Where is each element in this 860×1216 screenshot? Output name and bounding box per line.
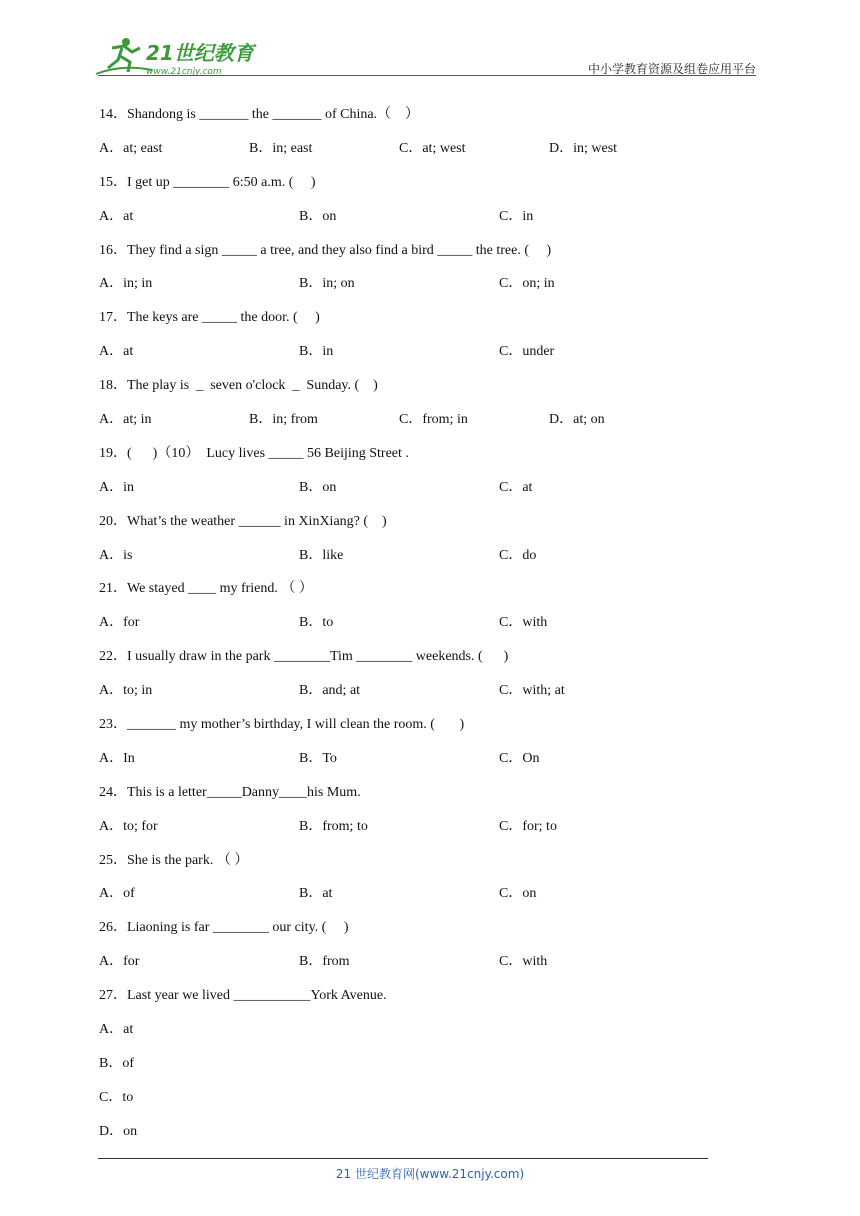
answer-options (99, 746, 719, 780)
answer-option[interactable]: D．at; on (549, 412, 605, 428)
answer-option[interactable]: B．and; at (299, 683, 361, 699)
question-stem: 26．Liaoning is far ________ our city. ( ) (99, 920, 349, 936)
answer-option[interactable]: A．In (99, 750, 135, 766)
question-stem: 14．Shandong is _______ the _______ of China.（ ） (99, 107, 420, 122)
answer-option[interactable]: B．from; to (299, 818, 368, 834)
answer-option[interactable]: C．in (499, 208, 534, 224)
answer-option[interactable]: A．in; in (99, 276, 153, 292)
answer-option[interactable]: B．in (299, 344, 334, 360)
answer-option[interactable]: A．is (99, 547, 133, 563)
answer-option[interactable]: C．from; in (399, 412, 468, 428)
answer-option[interactable]: A．at; east (99, 140, 163, 156)
answer-options (99, 678, 719, 712)
answer-option[interactable]: C．On (499, 750, 540, 766)
question-stem: 21．We stayed ____ my friend. （ ） (99, 581, 313, 597)
answer-option[interactable]: B．to (299, 615, 334, 631)
answer-option[interactable]: B．in; east (249, 140, 313, 156)
answer-option[interactable]: C．under (499, 344, 555, 360)
answer-options (99, 610, 719, 644)
question-stem: 20．What’s the weather ______ in XinXiang? ( ) (99, 513, 387, 529)
answer-option[interactable]: A．for (99, 615, 140, 631)
question-stem: 17．The keys are _____ the door. ( ) (99, 310, 320, 326)
question-stem: 24．This is a letter_____Danny____his Mum. (99, 784, 361, 800)
answer-options (99, 271, 719, 305)
question-list (99, 102, 719, 1153)
answer-option[interactable]: A．of (99, 886, 135, 902)
header-platform-text: 中小学教育资源及组卷应用平台 (587, 62, 756, 76)
answer-option[interactable]: C．do (499, 547, 537, 563)
question-stem: 19．( )（10） Lucy lives _____ 56 Beijing Street . (99, 445, 409, 461)
answer-option[interactable]: B．at (299, 886, 333, 902)
answer-option[interactable]: A．for (99, 954, 140, 970)
answer-option[interactable]: C．at; west (399, 140, 466, 156)
answer-option[interactable]: B．in; on (299, 276, 355, 292)
question-stem: 27．Last year we lived ___________York Avenue. (99, 988, 387, 1004)
answer-option[interactable]: B．in; from (249, 412, 318, 428)
header-divider (98, 75, 756, 76)
answer-option[interactable]: A．to; for (99, 818, 158, 834)
answer-option[interactable]: C．on (499, 886, 537, 902)
page-header (0, 0, 860, 80)
answer-option[interactable]: B．To (299, 750, 337, 766)
answer-option[interactable]: C．to (99, 1089, 134, 1105)
answer-option[interactable]: A．at (99, 208, 134, 224)
answer-options (99, 814, 719, 848)
answer-option[interactable]: A．at (99, 344, 134, 360)
answer-options (99, 136, 719, 170)
answer-option[interactable]: C．on; in (499, 276, 555, 292)
answer-option[interactable]: A．at; in (99, 412, 152, 428)
answer-option[interactable]: B．on (299, 208, 337, 224)
answer-options (99, 543, 719, 577)
answer-option[interactable]: A．at (99, 1022, 134, 1038)
answer-options (99, 339, 719, 373)
answer-option[interactable]: D．in; west (549, 140, 618, 156)
answer-option[interactable]: A．to; in (99, 683, 153, 699)
answer-option[interactable]: C．with (499, 615, 548, 631)
answer-options (99, 475, 719, 509)
answer-options (99, 204, 719, 238)
answer-option[interactable]: C．with (499, 954, 548, 970)
footer-text: 21 世纪教育网(www.21cnjy.com) (335, 1167, 525, 1181)
svg-text:21世纪教育: 21世纪教育 (146, 41, 254, 65)
footer-divider (98, 1158, 708, 1159)
question-stem: 22．I usually draw in the park ________Tim ________ weekends. ( ) (99, 649, 509, 665)
svg-text:www.21cnjy.com: www.21cnjy.com (146, 67, 222, 77)
answer-option[interactable]: C．with; at (499, 683, 565, 699)
question-stem: 15．I get up ________ 6:50 a.m. ( ) (99, 174, 316, 190)
answer-option[interactable]: B．from (299, 954, 350, 970)
answer-options (99, 407, 719, 441)
answer-option[interactable]: B．on (299, 479, 337, 495)
answer-option[interactable]: C．for; to (499, 818, 557, 834)
site-logo (92, 34, 262, 78)
answer-option[interactable]: B．of (99, 1055, 134, 1071)
answer-option[interactable]: B．like (299, 547, 344, 563)
answer-options (99, 949, 719, 983)
answer-option[interactable]: D．on (99, 1123, 138, 1139)
question-stem: 18．The play is _ seven o'clock _ Sunday. ( ) (99, 378, 378, 394)
answer-options (99, 881, 719, 915)
answer-option[interactable]: C．at (499, 479, 533, 495)
answer-option[interactable]: A．in (99, 479, 134, 495)
question-stem: 25．She is the park. （ ） (99, 852, 249, 868)
question-stem: 23．_______ my mother’s birthday, I will clean the room. ( ) (99, 717, 465, 733)
question-stem: 16．They find a sign _____ a tree, and they also find a bird _____ the tree. ( ) (99, 242, 552, 258)
